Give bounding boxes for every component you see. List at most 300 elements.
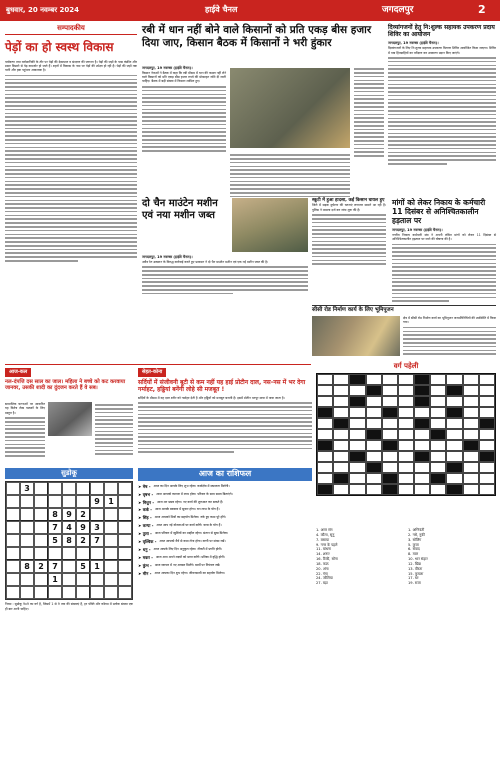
sudoku-cell xyxy=(62,547,76,560)
sehat-story xyxy=(138,368,312,455)
rashi-item xyxy=(138,555,312,560)
crossword-cell xyxy=(463,473,479,484)
sudoku-cell xyxy=(76,547,90,560)
crossword-cell xyxy=(398,429,414,440)
sudoku-cell xyxy=(62,573,76,586)
sudoku-cell xyxy=(48,547,62,560)
right-top-headline: दिव्यांगजनों हेतु नि:शुल्क सहायक उपकरण प्रदाय शिविर का आयोजन xyxy=(388,24,495,39)
sudoku-cell xyxy=(104,482,118,495)
sehat-body: सर्दियों के मौसम में यह दाल शरीर को गर्माहट देती है और हड्डियों को मजबूत बनाती है। इसमें प्रोटीन भरपूर मात्रा में पाया जाता है। xyxy=(138,395,285,400)
sudoku-cell xyxy=(118,495,132,508)
clue-across: 11. बांधना xyxy=(316,547,331,552)
sudoku-cell xyxy=(20,586,34,599)
clue-across: 7. बसाया xyxy=(316,537,329,542)
crossword-cell xyxy=(398,451,414,462)
sudoku-cell xyxy=(118,586,132,599)
rashi-text: आज आप अपने लक्ष्यों को प्राप्त करेंगे। प्रतिष्ठा में वृद्धि होगी। xyxy=(155,554,226,559)
scooty-body: जिले में सड़क दुर्घटना की घटनाएं लगातार सामने आ रही हैं। पुलिस ने मामला दर्ज कर जांच शुरू की है। xyxy=(312,203,386,212)
clue-down: 10. भार संहार xyxy=(408,557,428,562)
rashi-text: आज आपको मित्रों का सहयोग मिलेगा। रुके हुए काम पूरे होंगे। xyxy=(154,515,227,520)
crossword-cell xyxy=(333,396,349,407)
page-number: 2 xyxy=(478,3,486,16)
sudoku-cell xyxy=(76,495,90,508)
clue-across: 16. टिकी, सोना xyxy=(316,557,338,562)
machine-byline: जगदलपुर, 19 नवम्बर (हाईवे चैनल)। xyxy=(142,255,193,259)
rashi-text: आज का दिन आपके लिए शुभ रहेगा। कार्यक्षेत्र में सफलता मिलेगी। xyxy=(153,483,230,488)
machine-photo xyxy=(232,198,308,252)
crossword-cell xyxy=(479,418,495,429)
rashi-item xyxy=(138,539,312,544)
clue-across: 9. नगर के पहले xyxy=(316,542,338,547)
sudoku-cell xyxy=(90,586,104,599)
crossword-cell xyxy=(398,484,414,495)
rashi-item xyxy=(138,571,312,576)
crossword-cell xyxy=(430,484,446,495)
sudoku-cell: 9 xyxy=(62,508,76,521)
clue-across: 4. कौला, सुनू xyxy=(316,532,335,537)
crossword-cell xyxy=(317,407,333,418)
sudoku-cell xyxy=(48,586,62,599)
sudoku-cell xyxy=(118,521,132,534)
sudoku-cell xyxy=(104,508,118,521)
crossword-cell xyxy=(479,396,495,407)
sudoku-cell xyxy=(20,521,34,534)
crossword-cell xyxy=(414,374,430,385)
clue-across: 27. बड़ा xyxy=(316,581,328,586)
crossword-cell xyxy=(479,407,495,418)
crossword-cell xyxy=(446,473,462,484)
crossword-cell xyxy=(366,462,382,473)
clue-across: 18. काठ xyxy=(316,561,329,566)
sudoku-cell xyxy=(34,521,48,534)
sudoku-cell xyxy=(104,534,118,547)
crossword-cell xyxy=(414,440,430,451)
crossword-cell xyxy=(479,374,495,385)
crossword-cell xyxy=(446,385,462,396)
crossword-cell xyxy=(349,396,365,407)
crossword-cell xyxy=(349,407,365,418)
rashi-name: ➤ कर्क - xyxy=(138,507,152,513)
crossword-cell xyxy=(333,462,349,473)
section-divider xyxy=(5,364,311,365)
rashi-name: ➤ सिंह - xyxy=(138,515,152,521)
rashifal xyxy=(138,468,312,578)
rashi-item xyxy=(138,547,312,552)
crossword-cell xyxy=(317,385,333,396)
lead-body: किसान नेताओं ने बैठक में कहा कि रबी मौसम में धान की फसल नहीं लेने वाले किसानों को प्रति एकड़ बीस हजार रुपये की प्रोत्साहन राशि दी जानी चाहिए। बैठक में बड़ी संख्या में किसान शामिल हुए। xyxy=(142,70,226,84)
rashi-name: ➤ मेष - xyxy=(138,483,151,489)
crossword-cell xyxy=(349,473,365,484)
aajkal-photo xyxy=(48,402,92,436)
crossword-cell xyxy=(479,429,495,440)
sudoku-cell: 4 xyxy=(62,521,76,534)
crossword-cell xyxy=(333,451,349,462)
sudoku-cell: 8 xyxy=(48,508,62,521)
crossword-cell xyxy=(333,484,349,495)
rashi-text: आज आप नई योजनाओं पर कार्य करेंगे। यात्रा के योग हैं। xyxy=(156,523,222,528)
sudoku-cell xyxy=(6,560,20,573)
crossword-cell xyxy=(446,396,462,407)
crossword-cell xyxy=(382,385,398,396)
sudoku-cell xyxy=(6,495,20,508)
sudoku-cell xyxy=(34,586,48,599)
crossword-cell xyxy=(366,418,382,429)
crossword-cell xyxy=(398,473,414,484)
rashi-text: आज आपका दिन शुभ रहेगा। जीवनसाथी का सहयोग मिलेगा। xyxy=(154,570,225,575)
crossword-cell xyxy=(446,451,462,462)
brand-name: हाईवे चैनल xyxy=(205,5,238,14)
sudoku-cell: 2 xyxy=(76,534,90,547)
rashi-name: ➤ वृषभ - xyxy=(138,491,154,497)
lead-byline: जगदलपुर, 19 नवम्बर (हाईवे चैनल)। xyxy=(142,66,193,70)
rashi-item xyxy=(138,484,312,489)
sudoku-cell: 5 xyxy=(76,560,90,573)
crossword-cell xyxy=(479,484,495,495)
crossword-cell xyxy=(430,396,446,407)
crossword-cell xyxy=(382,451,398,462)
crossword-cell xyxy=(333,385,349,396)
sudoku-cell xyxy=(76,586,90,599)
crossword-cell xyxy=(446,484,462,495)
crossword-cell xyxy=(366,440,382,451)
crossword-cell xyxy=(349,462,365,473)
bhoomi-pujan-body: क्षेत्र में सीसी रोड निर्माण कार्य का भूमिपूजन जनप्रतिनिधियों की उपस्थिति में किया गया। xyxy=(403,316,496,325)
aajkal-label: आज-कल xyxy=(5,368,31,377)
rashi-text: आज आपको धैर्य से काम लेना होगा। वाणी पर संयम रखें। xyxy=(159,539,226,544)
aajkal-col-1 xyxy=(5,402,45,459)
sudoku-cell xyxy=(20,508,34,521)
machine-body: अवैध रेत उत्खनन के विरुद्ध कार्रवाई करते हुए प्रशासन ने दो चैन माउंटेन मशीन एवं एक नई मशीन जब्त की है। xyxy=(142,259,269,264)
clue-across: 22. गंगा xyxy=(316,571,328,576)
crossword-cell xyxy=(333,429,349,440)
clue-across: 14. शरूर xyxy=(316,552,330,557)
crossword-cell xyxy=(398,374,414,385)
crossword-cell xyxy=(398,462,414,473)
sudoku-cell xyxy=(6,573,20,586)
crossword-title: वर्ग पहेली xyxy=(393,362,419,370)
crossword-cell xyxy=(414,451,430,462)
crossword-cell xyxy=(317,462,333,473)
sudoku-cell xyxy=(6,586,20,599)
crossword-cell xyxy=(414,429,430,440)
rashi-item xyxy=(138,563,312,568)
clue-down: 6. संवाद xyxy=(408,547,420,552)
sudoku-cell xyxy=(118,573,132,586)
crossword-cell xyxy=(366,396,382,407)
crossword-cell xyxy=(317,440,333,451)
crossword-cell xyxy=(414,396,430,407)
sudoku-cell: 9 xyxy=(76,521,90,534)
scooty-story xyxy=(312,198,386,267)
crossword-cell xyxy=(366,407,382,418)
sudoku xyxy=(5,468,133,611)
crossword-cell xyxy=(366,484,382,495)
sudoku-cell xyxy=(34,573,48,586)
crossword-cell xyxy=(333,440,349,451)
sudoku-grid xyxy=(5,481,133,600)
bhoomi-pujan-story xyxy=(312,305,496,314)
strike-body: नगरीय निकाय कर्मचारी संघ ने अपनी लंबित मांगों को लेकर 11 दिसंबर से अनिश्चितकालीन हड़ताल पर जाने की घोषणा की है। xyxy=(392,232,496,242)
sudoku-cell: 7 xyxy=(48,521,62,534)
bhoomi-pujan-photo xyxy=(312,316,400,356)
crossword xyxy=(316,362,496,496)
crossword-cell xyxy=(463,407,479,418)
sudoku-cell xyxy=(6,547,20,560)
sudoku-cell xyxy=(20,534,34,547)
crossword-cell xyxy=(317,473,333,484)
rashi-name: ➤ मिथुन - xyxy=(138,499,155,505)
sudoku-cell xyxy=(76,573,90,586)
aajkal-body: सामाजिक घटनाओं पर आधारित यह विशेष लेख पाठकों के लिए प्रस्तुत है। xyxy=(5,402,45,415)
machine-headline: दो चैन माउंटेन मशीन एवं नया मशीन जब्त xyxy=(142,198,218,221)
crossword-cell xyxy=(366,451,382,462)
crossword-cell xyxy=(382,484,398,495)
aajkal-headline: नल-दंपत्ति दस साल का जाल। महिला ने बच्चे को कट करवाया जानवर, उसकी शादी का दुंदजन करते हैं वे सब। xyxy=(5,378,126,392)
crossword-cell xyxy=(463,462,479,473)
sudoku-cell xyxy=(104,586,118,599)
crossword-cell xyxy=(463,440,479,451)
crossword-cell xyxy=(398,407,414,418)
rashi-text: आज व्यापार में नए अवसर मिलेंगे। खर्चों पर नियंत्रण रखें। xyxy=(154,562,221,567)
editorial-section xyxy=(5,24,137,264)
crossword-cell xyxy=(317,418,333,429)
machine-body-col xyxy=(142,255,308,297)
lead-col-2 xyxy=(230,152,350,200)
sudoku-cell: 2 xyxy=(76,508,90,521)
crossword-cell xyxy=(382,396,398,407)
crossword-cell xyxy=(366,374,382,385)
sudoku-cell xyxy=(6,508,20,521)
rashifal-title: आज का राशिफल xyxy=(138,468,312,481)
clue-across: 24. जोलिया xyxy=(316,576,333,581)
lead-story xyxy=(142,24,382,50)
crossword-clues xyxy=(316,528,496,586)
lead-headline: रबी में धान नहीं बोने वाले किसानों को प्रति एकड़ बीस हजार दिया जाए, किसान बैठक में किसानों ने भरी हुंकार xyxy=(142,24,372,50)
rashi-text: आज परिवार में खुशियों का माहौल रहेगा। संतान से सुख मिलेगा। xyxy=(154,531,229,536)
crossword-cell xyxy=(430,473,446,484)
crossword-cell xyxy=(463,374,479,385)
bhoomi-pujan-col xyxy=(403,316,496,357)
issue-date: बुधवार, 20 नवम्बर 2024 xyxy=(6,6,79,14)
crossword-cell xyxy=(382,429,398,440)
sudoku-cell: 3 xyxy=(90,521,104,534)
sudoku-cell: 7 xyxy=(90,534,104,547)
sudoku-cell: 1 xyxy=(90,560,104,573)
rashi-text: आज मन प्रसन्न रहेगा। नए कार्य की शुरुआत कर सकते हैं। xyxy=(157,499,224,504)
sudoku-cell xyxy=(118,560,132,573)
clue-down: 5. कुत्ता xyxy=(408,542,419,547)
strike-story xyxy=(392,198,496,304)
sudoku-cell xyxy=(90,573,104,586)
strike-headline: मांगों को लेकर निकाय के कर्मचारी 11 दिसंबर से अनिश्चितकालीन हड़ताल पर xyxy=(392,198,486,225)
clue-down: 12. खिन्न xyxy=(408,561,421,566)
edition-city: जगदलपुर xyxy=(382,5,414,15)
sudoku-title: सुडोकू xyxy=(5,468,133,479)
crossword-grid xyxy=(316,373,496,496)
sudoku-cell: 5 xyxy=(48,534,62,547)
sudoku-cell: 3 xyxy=(20,482,34,495)
editorial-label: सम्पादकीय xyxy=(5,24,137,35)
bhoomi-pujan-headline: सीसी रोड निर्माण कार्य के लिए भूमिपूजन xyxy=(312,305,496,314)
crossword-cell xyxy=(446,462,462,473)
sudoku-cell xyxy=(6,482,20,495)
crossword-cell xyxy=(430,440,446,451)
crossword-cell xyxy=(414,385,430,396)
crossword-cell xyxy=(463,418,479,429)
sudoku-cell xyxy=(6,521,20,534)
rashi-text: आज आपको व्यापार में लाभ होगा। परिवार के साथ समय बिताएंगे। xyxy=(156,491,233,496)
sudoku-cell xyxy=(62,560,76,573)
crossword-cell xyxy=(333,473,349,484)
editorial-headline: पेड़ों का हो स्वस्थ विकास xyxy=(5,40,114,55)
rashi-item xyxy=(138,515,312,520)
crossword-cell xyxy=(430,374,446,385)
editorial-text-lines xyxy=(5,75,137,262)
crossword-cell xyxy=(349,429,365,440)
machine-story xyxy=(142,198,230,222)
clue-across: 20. अंगा xyxy=(316,566,329,571)
crossword-cell xyxy=(430,407,446,418)
rashi-item xyxy=(138,492,312,497)
sudoku-cell xyxy=(104,547,118,560)
sudoku-cell xyxy=(20,547,34,560)
crossword-cell xyxy=(430,462,446,473)
sudoku-cell xyxy=(118,508,132,521)
crossword-cell xyxy=(414,462,430,473)
crossword-cell xyxy=(479,451,495,462)
crossword-cell xyxy=(446,407,462,418)
crossword-cell xyxy=(463,385,479,396)
lead-photo xyxy=(230,68,350,148)
sudoku-cell xyxy=(90,482,104,495)
sudoku-cell xyxy=(34,534,48,547)
crossword-cell xyxy=(463,484,479,495)
sudoku-cell: 2 xyxy=(34,560,48,573)
clue-down: 8. माल xyxy=(408,552,419,557)
sudoku-cell xyxy=(118,482,132,495)
sudoku-cell: 1 xyxy=(104,495,118,508)
sehat-headline: सर्दियों में संजीवनी बूटी से कम नहीं यह हाई प्रोटीन दाल, नस-नस में भर देगा गर्माहट, हड्डियां बनेंगी लोहे सी मजबूत ! xyxy=(138,378,306,394)
crossword-cell xyxy=(479,462,495,473)
sudoku-cell xyxy=(20,495,34,508)
rashi-name: ➤ मीन - xyxy=(138,570,152,576)
crossword-cell xyxy=(333,374,349,385)
crossword-cell xyxy=(317,451,333,462)
crossword-cell xyxy=(349,440,365,451)
clue-across: 1. अमर संग xyxy=(316,528,333,532)
crossword-cell xyxy=(349,451,365,462)
sehat-label: सेहत-कोना xyxy=(138,368,166,377)
clue-down: 13. वीरता xyxy=(408,566,423,571)
sudoku-cell xyxy=(62,586,76,599)
crossword-cell xyxy=(398,418,414,429)
sudoku-cell xyxy=(76,482,90,495)
sudoku-rules: नियम : सुडोकू 9x9 का वर्ग है, जिसमें 1 से 9 तक की संख्याएं हैं, हर पंक्ति और कॉलम में प्रत्येक संख्या एक ही बार आनी चाहिए। xyxy=(5,602,133,611)
rashi-name: ➤ वृश्चिक - xyxy=(138,539,157,545)
page-header xyxy=(0,0,500,21)
crossword-cell xyxy=(463,451,479,462)
sudoku-cell xyxy=(104,560,118,573)
clue-down: 15. कुचला xyxy=(408,571,424,576)
crossword-cell xyxy=(479,440,495,451)
rashi-text: आज आपके लिए दिन अनुकूल रहेगा। नौकरी में प्रगति होगी। xyxy=(153,546,223,551)
crossword-cell xyxy=(366,473,382,484)
sudoku-cell xyxy=(34,495,48,508)
crossword-cell xyxy=(479,473,495,484)
crossword-cell xyxy=(349,484,365,495)
right-top-byline: जगदलपुर, 19 नवम्बर (हाईवे चैनल)। xyxy=(388,41,439,46)
crossword-cell xyxy=(366,385,382,396)
crossword-cell xyxy=(414,407,430,418)
clue-down: 17. घर xyxy=(408,576,419,581)
rashi-name: ➤ कुंभ - xyxy=(138,562,152,568)
crossword-cell xyxy=(382,473,398,484)
crossword-cell xyxy=(382,440,398,451)
sudoku-cell xyxy=(20,573,34,586)
sudoku-cell xyxy=(118,547,132,560)
scooty-headline: स्कूटी में हुआ हादसा, कई किसान घायल हुए xyxy=(312,198,385,203)
crossword-cell xyxy=(349,374,365,385)
crossword-cell xyxy=(398,396,414,407)
crossword-cell xyxy=(430,385,446,396)
crossword-cell xyxy=(349,385,365,396)
clue-down: 1. अग्निवंती xyxy=(408,528,425,532)
rashi-item xyxy=(138,507,312,512)
crossword-cell xyxy=(333,407,349,418)
crossword-cell xyxy=(317,374,333,385)
crossword-cell xyxy=(414,484,430,495)
clue-down: 3. सोलिंग xyxy=(408,537,422,542)
crossword-cell xyxy=(382,407,398,418)
rashi-name: ➤ मकर - xyxy=(138,554,153,560)
sudoku-cell: 8 xyxy=(62,534,76,547)
sudoku-cell xyxy=(90,547,104,560)
sudoku-cell: 9 xyxy=(90,495,104,508)
crossword-cell xyxy=(446,429,462,440)
lead-col-3 xyxy=(354,66,384,159)
lead-col-1 xyxy=(142,66,226,154)
rashi-text: आज आपके स्वास्थ्य में सुधार होगा। धन लाभ के योग हैं। xyxy=(154,507,220,512)
crossword-cell xyxy=(430,451,446,462)
rashi-item xyxy=(138,531,312,536)
crossword-cell xyxy=(382,462,398,473)
crossword-cell xyxy=(398,440,414,451)
crossword-across xyxy=(316,528,404,586)
crossword-cell xyxy=(382,418,398,429)
sudoku-cell: 8 xyxy=(20,560,34,573)
sudoku-cell xyxy=(34,547,48,560)
crossword-cell xyxy=(414,473,430,484)
crossword-cell xyxy=(317,484,333,495)
rashi-item xyxy=(138,500,312,505)
rashi-item xyxy=(138,523,312,528)
clue-down: 2. नसे, नुकी xyxy=(408,532,425,537)
sudoku-cell xyxy=(48,495,62,508)
rashifal-list xyxy=(138,484,312,576)
sudoku-cell xyxy=(118,534,132,547)
crossword-cell xyxy=(317,396,333,407)
rashi-name: ➤ तुला - xyxy=(138,531,152,537)
sudoku-cell xyxy=(104,521,118,534)
sudoku-cell xyxy=(34,508,48,521)
crossword-cell xyxy=(382,374,398,385)
crossword-cell xyxy=(446,374,462,385)
crossword-cell xyxy=(349,418,365,429)
crossword-cell xyxy=(430,429,446,440)
crossword-cell xyxy=(446,440,462,451)
sudoku-cell xyxy=(62,495,76,508)
sudoku-cell xyxy=(6,534,20,547)
